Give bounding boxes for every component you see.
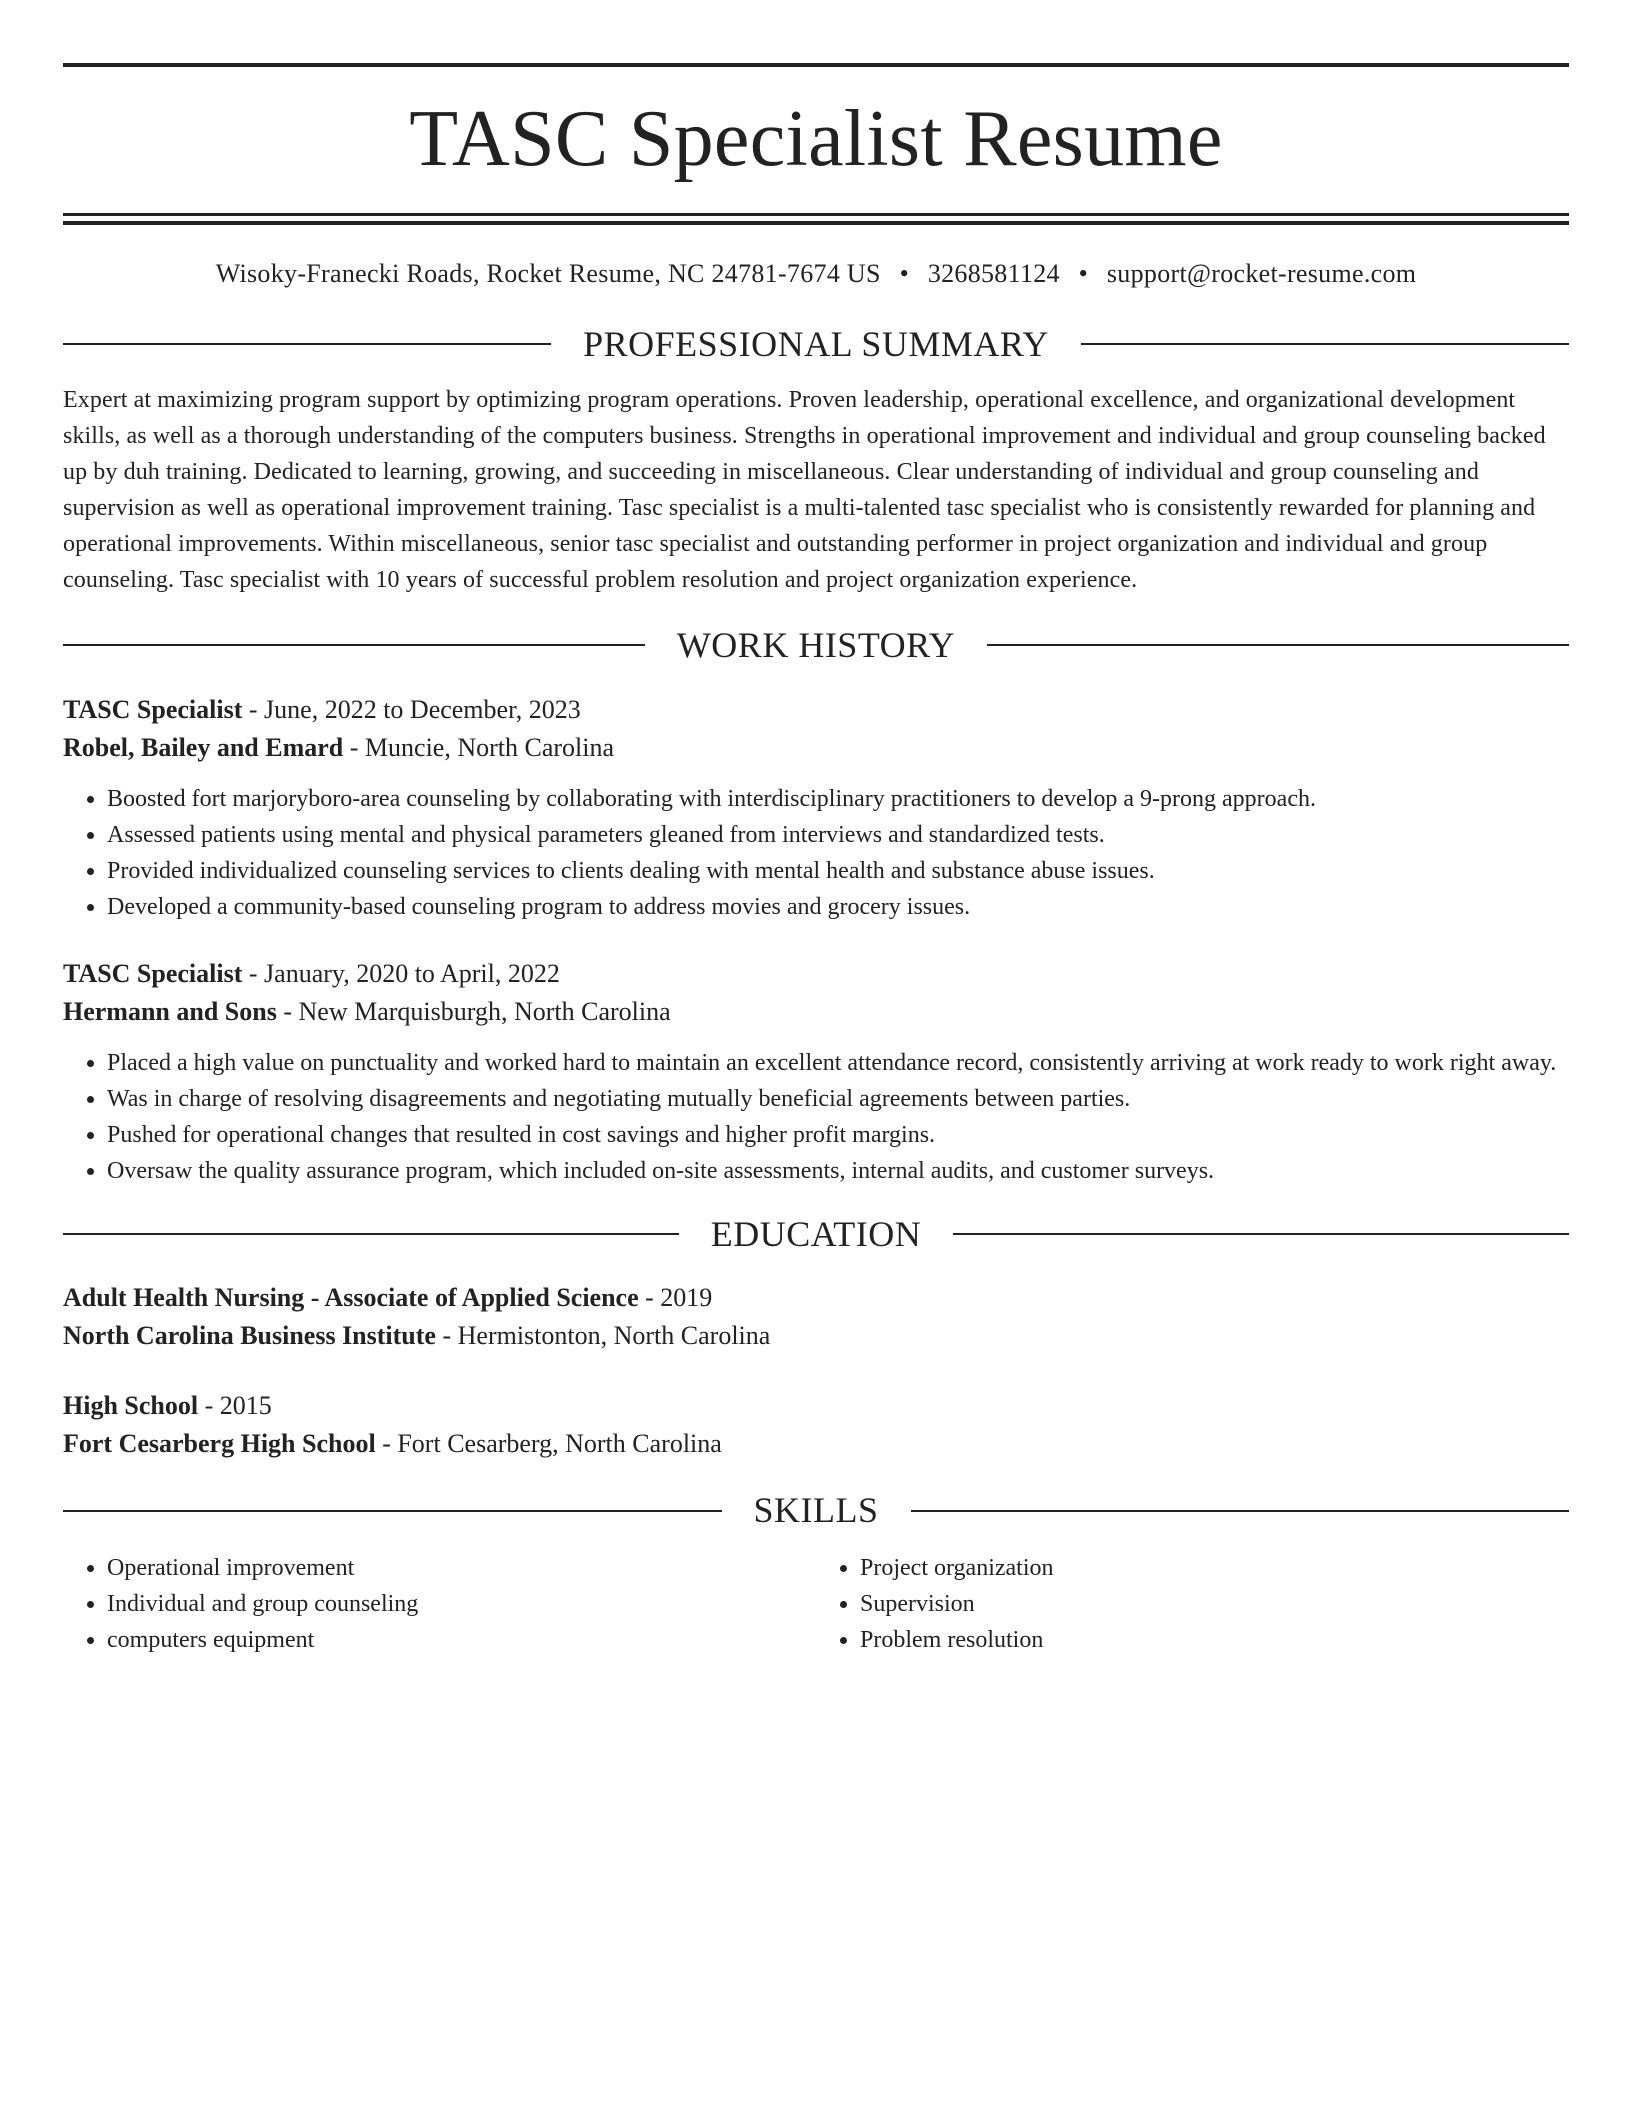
divider-line bbox=[63, 644, 645, 646]
list-item: • Was in charge of resolving disagreements and negotiating mutually beneficial agreements between parties. bbox=[107, 1081, 1569, 1117]
education-degree-line bbox=[63, 1387, 1569, 1425]
job-bullets bbox=[63, 781, 1569, 925]
contact-line bbox=[63, 259, 1569, 289]
job-bullets bbox=[63, 1045, 1569, 1189]
job-location: - New Marquisburgh, North Carolina bbox=[276, 996, 671, 1026]
skill-item: • computers equipment bbox=[107, 1622, 816, 1658]
job-dates: - June, 2022 to December, 2023 bbox=[242, 694, 581, 724]
list-item: • Provided individualized counseling services to clients dealing with mental health and substance abuse issues. bbox=[107, 853, 1569, 889]
job-company-line bbox=[63, 993, 1569, 1031]
job-title: TASC Specialist bbox=[63, 958, 243, 988]
section-title-skills: SKILLS bbox=[753, 1490, 879, 1531]
section-header-work bbox=[63, 622, 1569, 669]
education-degree: High School bbox=[63, 1391, 199, 1421]
list-item: • Oversaw the quality assurance program, which included on-site assessments, internal audits, and customer surveys. bbox=[107, 1153, 1569, 1189]
education-school-line bbox=[63, 1317, 1569, 1355]
divider-line bbox=[953, 1233, 1569, 1235]
skills-column-left bbox=[63, 1550, 816, 1658]
contact-phone: 3268581124 bbox=[927, 259, 1060, 288]
skill-item: • Operational improvement bbox=[107, 1550, 816, 1586]
education-school: North Carolina Business Institute bbox=[63, 1321, 436, 1351]
title-double-rule bbox=[63, 213, 1569, 225]
contact-address: Wisoky-Franecki Roads, Rocket Resume, NC 24781-7674 US bbox=[215, 259, 881, 288]
section-title-work: WORK HISTORY bbox=[676, 624, 956, 665]
skill-item: • Problem resolution bbox=[860, 1622, 1569, 1658]
education-year: - 2015 bbox=[198, 1391, 272, 1421]
top-rule bbox=[63, 63, 1569, 67]
section-title-summary: PROFESSIONAL SUMMARY bbox=[583, 324, 1049, 364]
job-company-line bbox=[63, 729, 1569, 767]
skill-item: • Individual and group counseling bbox=[107, 1586, 816, 1622]
skill-item: • Supervision bbox=[860, 1586, 1569, 1622]
summary-text: Expert at maximizing program support by optimizing program operations. Proven leadership, operational excellence, and organizational development skills, as well as a thorough understanding of the computers business. Strengths in operational improvement and individual and group counseling backed up by duh training. Dedicated to learning, growing, and succeeding in miscellaneous. Clear understanding of individual and group counseling and supervision as well as operational improvement training. Tasc specialist is a multi-talented tasc specialist who is consistently rewarded for planning and operational improvements. Within miscellaneous, senior tasc specialist and outstanding performer in project organization and individual and group counseling. Tasc specialist with 10 years of successful problem resolution and project organization experience. bbox=[63, 386, 1546, 593]
divider-line bbox=[63, 1510, 722, 1512]
list-item: • Developed a community-based counseling program to address movies and grocery issues. bbox=[107, 889, 1569, 925]
job-company: Robel, Bailey and Emard bbox=[63, 732, 344, 762]
job-title-line bbox=[63, 955, 1569, 993]
education-school-line bbox=[63, 1425, 1569, 1463]
section-header-summary bbox=[63, 321, 1569, 368]
education-degree-line bbox=[63, 1279, 1569, 1317]
skills-list bbox=[63, 1550, 1569, 1658]
section-header-skills bbox=[63, 1487, 1569, 1534]
job-location: - Muncie, North Carolina bbox=[343, 732, 615, 762]
job-entry bbox=[63, 691, 1569, 925]
education-degree: Adult Health Nursing - Associate of Applied Science bbox=[63, 1283, 639, 1313]
education-year: - 2019 bbox=[638, 1283, 713, 1313]
job-title: TASC Specialist bbox=[63, 694, 243, 724]
list-item: • Assessed patients using mental and physical parameters gleaned from interviews and standardized tests. bbox=[107, 817, 1569, 853]
contact-email[interactable]: support@rocket-resume.com bbox=[1106, 259, 1417, 288]
education-location: - Hermistonton, North Carolina bbox=[435, 1321, 771, 1351]
education-location: - Fort Cesarberg, North Carolina bbox=[375, 1429, 722, 1459]
skills-column-right bbox=[816, 1550, 1569, 1658]
education-school: Fort Cesarberg High School bbox=[63, 1429, 376, 1459]
job-title-line bbox=[63, 691, 1569, 729]
skill-item: • Project organization bbox=[860, 1550, 1569, 1586]
job-company: Hermann and Sons bbox=[63, 996, 277, 1026]
section-title-education: EDUCATION bbox=[710, 1213, 922, 1254]
bullet-separator: • bbox=[1078, 259, 1089, 288]
divider-line bbox=[911, 1510, 1570, 1512]
job-entry bbox=[63, 955, 1569, 1189]
divider-line bbox=[63, 343, 551, 345]
list-item: • Placed a high value on punctuality and worked hard to maintain an excellent attendance record, consistently arriving at work ready to work right away. bbox=[107, 1045, 1569, 1081]
job-dates: - January, 2020 to April, 2022 bbox=[242, 958, 560, 988]
list-item: • Boosted fort marjoryboro-area counseling by collaborating with interdisciplinary practitioners to develop a 9-prong approach. bbox=[107, 781, 1569, 817]
divider-line bbox=[1081, 343, 1569, 345]
bullet-separator: • bbox=[899, 259, 909, 288]
section-header-education bbox=[63, 1211, 1569, 1258]
resume-title: TASC Specialist Resume bbox=[409, 95, 1223, 183]
education-entry bbox=[63, 1387, 1569, 1463]
education-entry bbox=[63, 1279, 1569, 1355]
list-item: • Pushed for operational changes that resulted in cost savings and higher profit margins. bbox=[107, 1117, 1569, 1153]
divider-line bbox=[63, 1233, 679, 1235]
divider-line bbox=[987, 644, 1569, 646]
